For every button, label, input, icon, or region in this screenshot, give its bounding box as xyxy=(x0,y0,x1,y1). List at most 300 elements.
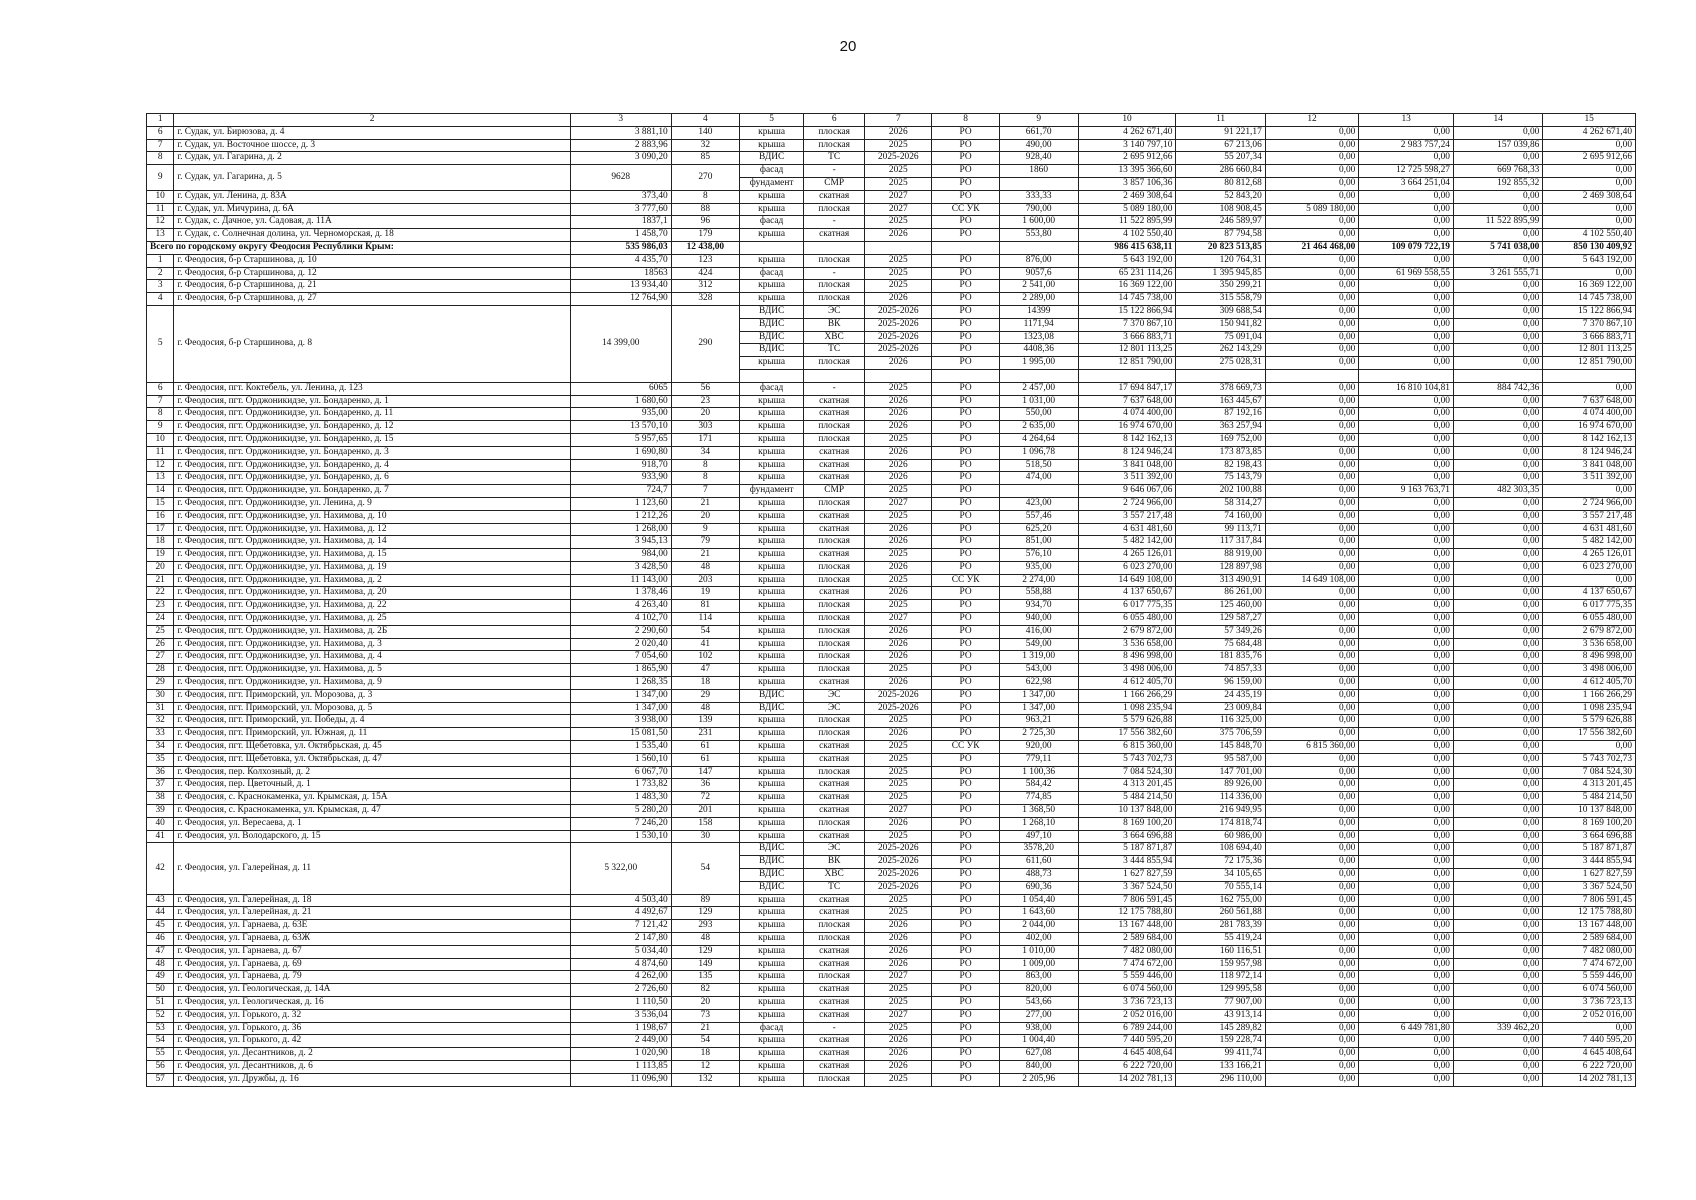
value-cell-c13: 0,00 xyxy=(1359,318,1454,331)
value-cell-c12: 0,00 xyxy=(1265,177,1359,190)
source-cell: РО xyxy=(932,177,999,190)
source-cell: РО xyxy=(932,344,999,357)
year-cell: 2025 xyxy=(865,267,932,280)
value-cell-c15: 5 482 142,00 xyxy=(1543,536,1636,549)
value-cell-c12: 0,00 xyxy=(1265,651,1359,664)
year-cell: 2025 xyxy=(865,996,932,1009)
year-cell: 2025 xyxy=(865,792,932,805)
year-cell: 2025-2026 xyxy=(865,856,932,869)
address-cell: г. Феодосия, ул. Гарнаева, д. 63Ж xyxy=(174,933,570,946)
address-cell: г. Феодосия, пер. Колхозный, д. 2 xyxy=(174,766,570,779)
row-number-cell: 33 xyxy=(147,728,174,741)
element-type-cell: скатная xyxy=(804,894,865,907)
quantity-cell: 81 xyxy=(671,600,739,613)
value-cell-c9: 1 368,50 xyxy=(999,805,1078,818)
value-cell-c10: 4 262 671,40 xyxy=(1078,126,1176,139)
area-cell: 3 945,13 xyxy=(570,536,671,549)
quantity-cell: 89 xyxy=(671,894,739,907)
area-cell: 1 212,26 xyxy=(570,510,671,523)
element-type-cell: СМР xyxy=(804,485,865,498)
year-cell: 2026 xyxy=(865,728,932,741)
value-cell-c14: 0,00 xyxy=(1453,894,1542,907)
quantity-cell: 9 xyxy=(671,523,739,536)
value-cell-c10: 2 695 912,66 xyxy=(1078,152,1176,165)
total-label-cell: Всего по городскому округу Феодосия Республики Крым: xyxy=(147,241,571,254)
value-cell-c12: 0,00 xyxy=(1265,293,1359,306)
value-cell-c9: 1 600,00 xyxy=(999,216,1078,229)
value-cell-c10: 7 474 672,00 xyxy=(1078,958,1176,971)
source-cell: РО xyxy=(932,971,999,984)
row-number-cell: 46 xyxy=(147,933,174,946)
value-cell-c12: 0,00 xyxy=(1265,165,1359,178)
quantity-cell: 328 xyxy=(671,293,739,306)
value-cell-c10: 15 122 866,94 xyxy=(1078,305,1176,318)
area-cell: 918,70 xyxy=(570,459,671,472)
element-cell: ВДИС xyxy=(740,881,804,894)
source-cell: РО xyxy=(932,280,999,293)
value-cell-c9: 553,80 xyxy=(999,229,1078,242)
element-type-cell: плоская xyxy=(804,357,865,370)
year-cell: 2025-2026 xyxy=(865,318,932,331)
quantity-cell: 12 xyxy=(671,1060,739,1073)
address-cell: г. Феодосия, пгт. Орджоникидзе, ул. Нахимова, д. 19 xyxy=(174,561,570,574)
value-cell-c10: 12 801 113,25 xyxy=(1078,344,1176,357)
value-cell-c9: 1 031,00 xyxy=(999,395,1078,408)
area-cell: 11 143,00 xyxy=(570,574,671,587)
value-cell-c13: 0,00 xyxy=(1359,638,1454,651)
area-cell: 2 290,60 xyxy=(570,625,671,638)
value-cell-c15: 17 556 382,60 xyxy=(1543,728,1636,741)
value-cell-c14: 0,00 xyxy=(1453,920,1542,933)
quantity-cell: 18 xyxy=(671,1048,739,1061)
table-row xyxy=(147,382,1636,395)
value-cell-c11: 145 289,82 xyxy=(1176,1022,1265,1035)
value-cell-c12: 0,00 xyxy=(1265,433,1359,446)
column-number-cell: 1 xyxy=(147,114,174,127)
value-cell-c10: 4 102 550,40 xyxy=(1078,229,1176,242)
element-cell: крыша xyxy=(740,408,804,421)
row-number-cell: 39 xyxy=(147,805,174,818)
element-type-cell: - xyxy=(804,216,865,229)
value-cell-c11: 281 783,39 xyxy=(1176,920,1265,933)
value-cell-c13: 0,00 xyxy=(1359,715,1454,728)
value-cell-c11: 313 490,91 xyxy=(1176,574,1265,587)
value-cell-c14: 0,00 xyxy=(1453,1048,1542,1061)
value-cell-c10: 5 743 702,73 xyxy=(1078,753,1176,766)
value-cell-c15: 12 851 790,00 xyxy=(1543,357,1636,370)
value-cell-c15: 8 142 162,13 xyxy=(1543,433,1636,446)
value-cell-c12: 0,00 xyxy=(1265,907,1359,920)
value-cell-c15: 0,00 xyxy=(1543,165,1636,178)
value-cell-c13: 0,00 xyxy=(1359,1035,1454,1048)
row-number-cell: 47 xyxy=(147,945,174,958)
row-number-cell: 49 xyxy=(147,971,174,984)
value-cell-c11: 260 561,88 xyxy=(1176,907,1265,920)
value-cell-c14: 669 768,33 xyxy=(1453,165,1542,178)
address-cell: г. Феодосия, ул. Гарнаева, д. 63Е xyxy=(174,920,570,933)
source-cell: РО xyxy=(932,996,999,1009)
row-number-cell: 27 xyxy=(147,651,174,664)
element-type-cell: скатная xyxy=(804,1009,865,1022)
value-cell-c10: 5 579 626,88 xyxy=(1078,715,1176,728)
quantity-cell: 139 xyxy=(671,715,739,728)
source-cell: РО xyxy=(932,152,999,165)
value-cell-c15: 5 743 702,73 xyxy=(1543,753,1636,766)
element-cell: ВДИС xyxy=(740,318,804,331)
value-cell-c14: 0,00 xyxy=(1453,689,1542,702)
source-cell: РО xyxy=(932,805,999,818)
area-cell: 935,00 xyxy=(570,408,671,421)
value-cell-c13: 0,00 xyxy=(1359,843,1454,856)
value-cell-c11: 60 986,00 xyxy=(1176,830,1265,843)
row-number-cell: 28 xyxy=(147,664,174,677)
element-cell: ВДИС xyxy=(740,843,804,856)
value-cell-c12: 14 649 108,00 xyxy=(1265,574,1359,587)
value-cell-c10: 1 098 235,94 xyxy=(1078,702,1176,715)
value-cell-c12: 0,00 xyxy=(1265,830,1359,843)
row-number-cell: 15 xyxy=(147,497,174,510)
value-cell-c13: 6 449 781,80 xyxy=(1359,1022,1454,1035)
area-cell: 1 458,70 xyxy=(570,229,671,242)
value-cell-c14: 0,00 xyxy=(1453,753,1542,766)
row-number-cell: 13 xyxy=(147,229,174,242)
row-number-cell: 51 xyxy=(147,996,174,1009)
area-cell: 2 883,96 xyxy=(570,139,671,152)
source-cell: РО xyxy=(932,510,999,523)
address-cell: г. Феодосия, ул. Горького, д. 42 xyxy=(174,1035,570,1048)
source-cell: РО xyxy=(932,677,999,690)
address-cell: г. Феодосия, пгт. Орджоникидзе, ул. Бондаренко, д. 6 xyxy=(174,472,570,485)
value-cell-c14: 0,00 xyxy=(1453,561,1542,574)
element-cell: крыша xyxy=(740,293,804,306)
value-cell-c15: 7 084 524,30 xyxy=(1543,766,1636,779)
value-cell-c14: 0,00 xyxy=(1453,958,1542,971)
source-cell: СС УК xyxy=(932,203,999,216)
value-cell-c15: 0,00 xyxy=(1543,139,1636,152)
value-cell-c15: 5 579 626,88 xyxy=(1543,715,1636,728)
value-cell-c13: 0,00 xyxy=(1359,613,1454,626)
value-cell-c15: 4 645 408,64 xyxy=(1543,1048,1636,1061)
area-cell: 1 865,90 xyxy=(570,664,671,677)
row-number-cell: 26 xyxy=(147,638,174,651)
year-cell: 2025-2026 xyxy=(865,702,932,715)
row-number-cell: 13 xyxy=(147,472,174,485)
value-cell-c9: 2 274,00 xyxy=(999,574,1078,587)
table-row xyxy=(147,485,1636,498)
value-cell-c9: 934,70 xyxy=(999,600,1078,613)
area-cell: 3 938,00 xyxy=(570,715,671,728)
element-type-cell: ХВС xyxy=(804,869,865,882)
value-cell-c14: 0,00 xyxy=(1453,536,1542,549)
value-cell-c10: 5 559 446,00 xyxy=(1078,971,1176,984)
value-cell-c11: 202 100,88 xyxy=(1176,485,1265,498)
value-cell-c11: 34 105,65 xyxy=(1176,869,1265,882)
year-cell: 2027 xyxy=(865,1009,932,1022)
element-cell: крыша xyxy=(740,357,804,370)
element-cell: крыша xyxy=(740,996,804,1009)
value-cell-c12: 0,00 xyxy=(1265,318,1359,331)
source-cell: РО xyxy=(932,165,999,178)
quantity-cell: 48 xyxy=(671,561,739,574)
element-type-cell: скатная xyxy=(804,677,865,690)
area-cell: 1 733,82 xyxy=(570,779,671,792)
value-cell-c11: 118 972,14 xyxy=(1176,971,1265,984)
column-number-cell: 2 xyxy=(174,114,570,127)
source-cell: РО xyxy=(932,305,999,318)
element-cell: крыша xyxy=(740,651,804,664)
value-cell-c14: 0,00 xyxy=(1453,446,1542,459)
area-cell: 12 764,90 xyxy=(570,293,671,306)
element-cell: крыша xyxy=(740,792,804,805)
element-cell: крыша xyxy=(740,728,804,741)
table-body xyxy=(147,114,1636,1087)
quantity-cell: 82 xyxy=(671,984,739,997)
table-row xyxy=(147,395,1636,408)
source-cell: РО xyxy=(932,856,999,869)
year-cell: 2025 xyxy=(865,1022,932,1035)
row-number-cell: 44 xyxy=(147,907,174,920)
area-cell: 9628 xyxy=(570,165,671,191)
value-cell-c11: 77 907,00 xyxy=(1176,996,1265,1009)
value-cell-c15: 14 202 781,13 xyxy=(1543,1073,1636,1086)
value-cell-c13: 0,00 xyxy=(1359,728,1454,741)
year-cell: 2026 xyxy=(865,229,932,242)
value-cell-c11: 20 823 513,85 xyxy=(1176,241,1265,254)
value-cell-c12: 0,00 xyxy=(1265,331,1359,344)
element-cell: крыша xyxy=(740,280,804,293)
address-cell: г. Феодосия, б-р Старшинова, д. 10 xyxy=(174,254,570,267)
value-cell-c14: 0,00 xyxy=(1453,677,1542,690)
year-cell: 2025 xyxy=(865,715,932,728)
value-cell-c13: 0,00 xyxy=(1359,293,1454,306)
quantity-cell: 36 xyxy=(671,779,739,792)
value-cell-c11: 173 873,85 xyxy=(1176,446,1265,459)
value-cell-c10: 7 806 591,45 xyxy=(1078,894,1176,907)
element-cell: крыша xyxy=(740,523,804,536)
value-cell-c12: 0,00 xyxy=(1265,843,1359,856)
column-number-cell: 6 xyxy=(804,114,865,127)
value-cell-c15: 0,00 xyxy=(1543,741,1636,754)
row-number-cell: 6 xyxy=(147,382,174,395)
table-row xyxy=(147,254,1636,267)
value-cell-c15: 0,00 xyxy=(1543,382,1636,395)
table-row xyxy=(147,677,1636,690)
value-cell-c12: 0,00 xyxy=(1265,766,1359,779)
value-cell-c9: 2 289,00 xyxy=(999,293,1078,306)
value-cell-c9: 576,10 xyxy=(999,549,1078,562)
value-cell-c14: 0,00 xyxy=(1453,817,1542,830)
value-cell-c14: 0,00 xyxy=(1453,433,1542,446)
area-cell: 7 121,42 xyxy=(570,920,671,933)
source-cell: РО xyxy=(932,433,999,446)
value-cell-c14: 0,00 xyxy=(1453,280,1542,293)
value-cell-c15: 8 169 100,20 xyxy=(1543,817,1636,830)
source-cell: РО xyxy=(932,638,999,651)
value-cell-c9: 543,66 xyxy=(999,996,1078,1009)
address-cell: г. Феодосия, ул. Гарнаева, д. 69 xyxy=(174,958,570,971)
column-number-cell: 4 xyxy=(671,114,739,127)
year-cell: 2027 xyxy=(865,971,932,984)
area-cell: 984,00 xyxy=(570,549,671,562)
value-cell-c11: 24 435,19 xyxy=(1176,689,1265,702)
value-cell-c15: 13 167 448,00 xyxy=(1543,920,1636,933)
address-cell: г. Феодосия, пгт. Орджоникидзе, ул. Нахимова, д. 9 xyxy=(174,677,570,690)
value-cell-c13: 12 725 598,27 xyxy=(1359,165,1454,178)
element-cell: крыша xyxy=(740,753,804,766)
year-cell: 2025 xyxy=(865,753,932,766)
value-cell-c14: 0,00 xyxy=(1453,600,1542,613)
value-cell-c14: 0,00 xyxy=(1453,126,1542,139)
value-cell-c12: 0,00 xyxy=(1265,497,1359,510)
table-row xyxy=(147,945,1636,958)
element-cell: крыша xyxy=(740,497,804,510)
table-row xyxy=(147,958,1636,971)
address-cell: г. Феодосия, пгт. Орджоникидзе, ул. Нахимова, д. 4 xyxy=(174,651,570,664)
source-cell: РО xyxy=(932,1073,999,1086)
value-cell-c10: 6 023 270,00 xyxy=(1078,561,1176,574)
value-cell-c13: 0,00 xyxy=(1359,689,1454,702)
year-cell: 2026 xyxy=(865,1060,932,1073)
value-cell-c13: 0,00 xyxy=(1359,677,1454,690)
table-row xyxy=(147,933,1636,946)
value-cell-c11: 128 897,98 xyxy=(1176,561,1265,574)
element-cell: крыша xyxy=(740,625,804,638)
area-cell: 4 874,60 xyxy=(570,958,671,971)
quantity-cell: 20 xyxy=(671,408,739,421)
table-row xyxy=(147,600,1636,613)
element-type-cell: скатная xyxy=(804,753,865,766)
address-cell: г. Судак, с. Дачное, ул. Садовая, д. 11А xyxy=(174,216,570,229)
source-cell: РО xyxy=(932,753,999,766)
area-cell: 4 435,70 xyxy=(570,254,671,267)
value-cell-c15: 8 496 998,00 xyxy=(1543,651,1636,664)
value-cell-c10: 6 017 775,35 xyxy=(1078,600,1176,613)
address-cell: г. Феодосия, ул. Геологическая, д. 16 xyxy=(174,996,570,1009)
value-cell-c12: 0,00 xyxy=(1265,1048,1359,1061)
value-cell-c10: 7 084 524,30 xyxy=(1078,766,1176,779)
value-cell-c12: 0,00 xyxy=(1265,715,1359,728)
value-cell-c14: 0,00 xyxy=(1453,715,1542,728)
value-cell-c12: 0,00 xyxy=(1265,805,1359,818)
year-cell: 2025 xyxy=(865,280,932,293)
row-number-cell: 23 xyxy=(147,600,174,613)
value-cell-c14: 0,00 xyxy=(1453,651,1542,664)
address-cell: г. Феодосия, пер. Цветочный, д. 1 xyxy=(174,779,570,792)
value-cell-c10: 3 557 217,48 xyxy=(1078,510,1176,523)
quantity-cell: 21 xyxy=(671,497,739,510)
year-cell: 2026 xyxy=(865,958,932,971)
element-type-cell: скатная xyxy=(804,996,865,1009)
value-cell-c12: 0,00 xyxy=(1265,536,1359,549)
area-cell: 3 777,60 xyxy=(570,203,671,216)
value-cell-c12: 0,00 xyxy=(1265,216,1359,229)
element-cell: крыша xyxy=(740,766,804,779)
value-cell-c13: 0,00 xyxy=(1359,996,1454,1009)
quantity-cell: 179 xyxy=(671,229,739,242)
value-cell-c10: 4 631 481,60 xyxy=(1078,523,1176,536)
value-cell-c15: 3 666 883,71 xyxy=(1543,331,1636,344)
year-cell: 2025 xyxy=(865,830,932,843)
value-cell-c9: 774,85 xyxy=(999,792,1078,805)
value-cell-c9: 1 004,40 xyxy=(999,1035,1078,1048)
column-number-cell: 9 xyxy=(999,114,1078,127)
value-cell-c14: 0,00 xyxy=(1453,945,1542,958)
table-row xyxy=(147,766,1636,779)
element-type-cell: ТС xyxy=(804,881,865,894)
row-number-cell: 11 xyxy=(147,203,174,216)
value-cell-c9: 790,00 xyxy=(999,203,1078,216)
quantity-cell: 18 xyxy=(671,677,739,690)
row-number-cell: 8 xyxy=(147,152,174,165)
element-type-cell: плоская xyxy=(804,574,865,587)
value-cell-c10: 5 643 192,00 xyxy=(1078,254,1176,267)
year-cell: 2025-2026 xyxy=(865,843,932,856)
area-cell: 1 535,40 xyxy=(570,741,671,754)
address-cell: г. Феодосия, пгт. Орджоникидзе, ул. Ленина, д. 9 xyxy=(174,497,570,510)
value-cell-c11: 363 257,94 xyxy=(1176,421,1265,434)
element-cell: крыша xyxy=(740,1035,804,1048)
year-cell: 2026 xyxy=(865,933,932,946)
source-cell: РО xyxy=(932,766,999,779)
value-cell-c9: 277,00 xyxy=(999,1009,1078,1022)
value-cell-c12: 0,00 xyxy=(1265,549,1359,562)
table-row xyxy=(147,625,1636,638)
value-cell-c13: 0,00 xyxy=(1359,408,1454,421)
address-cell: г. Феодосия, б-р Старшинова, д. 27 xyxy=(174,293,570,306)
element-type-cell: плоская xyxy=(804,126,865,139)
year-cell: 2025 xyxy=(865,574,932,587)
value-cell-c15: 3 557 217,48 xyxy=(1543,510,1636,523)
value-cell-c14: 0,00 xyxy=(1453,664,1542,677)
area-cell: 4 262,00 xyxy=(570,971,671,984)
year-cell: 2026 xyxy=(865,395,932,408)
value-cell-c9 xyxy=(999,369,1078,382)
value-cell-c15: 16 369 122,00 xyxy=(1543,280,1636,293)
value-cell-c10: 3 444 855,94 xyxy=(1078,856,1176,869)
year-cell: 2026 xyxy=(865,587,932,600)
row-number-cell: 40 xyxy=(147,817,174,830)
quantity-cell: 21 xyxy=(671,1022,739,1035)
value-cell-c10: 8 124 946,24 xyxy=(1078,446,1176,459)
value-cell-c9: 474,00 xyxy=(999,472,1078,485)
element-type-cell: скатная xyxy=(804,446,865,459)
address-cell: г. Феодосия, ул. Горького, д. 32 xyxy=(174,1009,570,1022)
value-cell-c13: 0,00 xyxy=(1359,203,1454,216)
element-cell: крыша xyxy=(740,600,804,613)
year-cell: 2025 xyxy=(865,177,932,190)
value-cell-c13: 0,00 xyxy=(1359,1060,1454,1073)
element-cell: фасад xyxy=(740,382,804,395)
value-cell-c10: 6 222 720,00 xyxy=(1078,1060,1176,1073)
value-cell-c15: 5 559 446,00 xyxy=(1543,971,1636,984)
value-cell-c12: 0,00 xyxy=(1265,702,1359,715)
value-cell-c9: 2 457,00 xyxy=(999,382,1078,395)
source-cell: РО xyxy=(932,459,999,472)
value-cell-c10: 3 367 524,50 xyxy=(1078,881,1176,894)
element-cell: крыша xyxy=(740,894,804,907)
quantity-cell: 48 xyxy=(671,702,739,715)
quantity-cell: 290 xyxy=(671,305,739,382)
element-cell: крыша xyxy=(740,561,804,574)
year-cell: 2026 xyxy=(865,446,932,459)
value-cell-c14: 0,00 xyxy=(1453,203,1542,216)
value-cell-c15: 4 137 650,67 xyxy=(1543,587,1636,600)
row-number-cell: 50 xyxy=(147,984,174,997)
area-cell: 1 347,00 xyxy=(570,689,671,702)
value-cell-c9: 935,00 xyxy=(999,561,1078,574)
value-cell-c11: 286 660,84 xyxy=(1176,165,1265,178)
value-cell-c11: 95 587,00 xyxy=(1176,753,1265,766)
